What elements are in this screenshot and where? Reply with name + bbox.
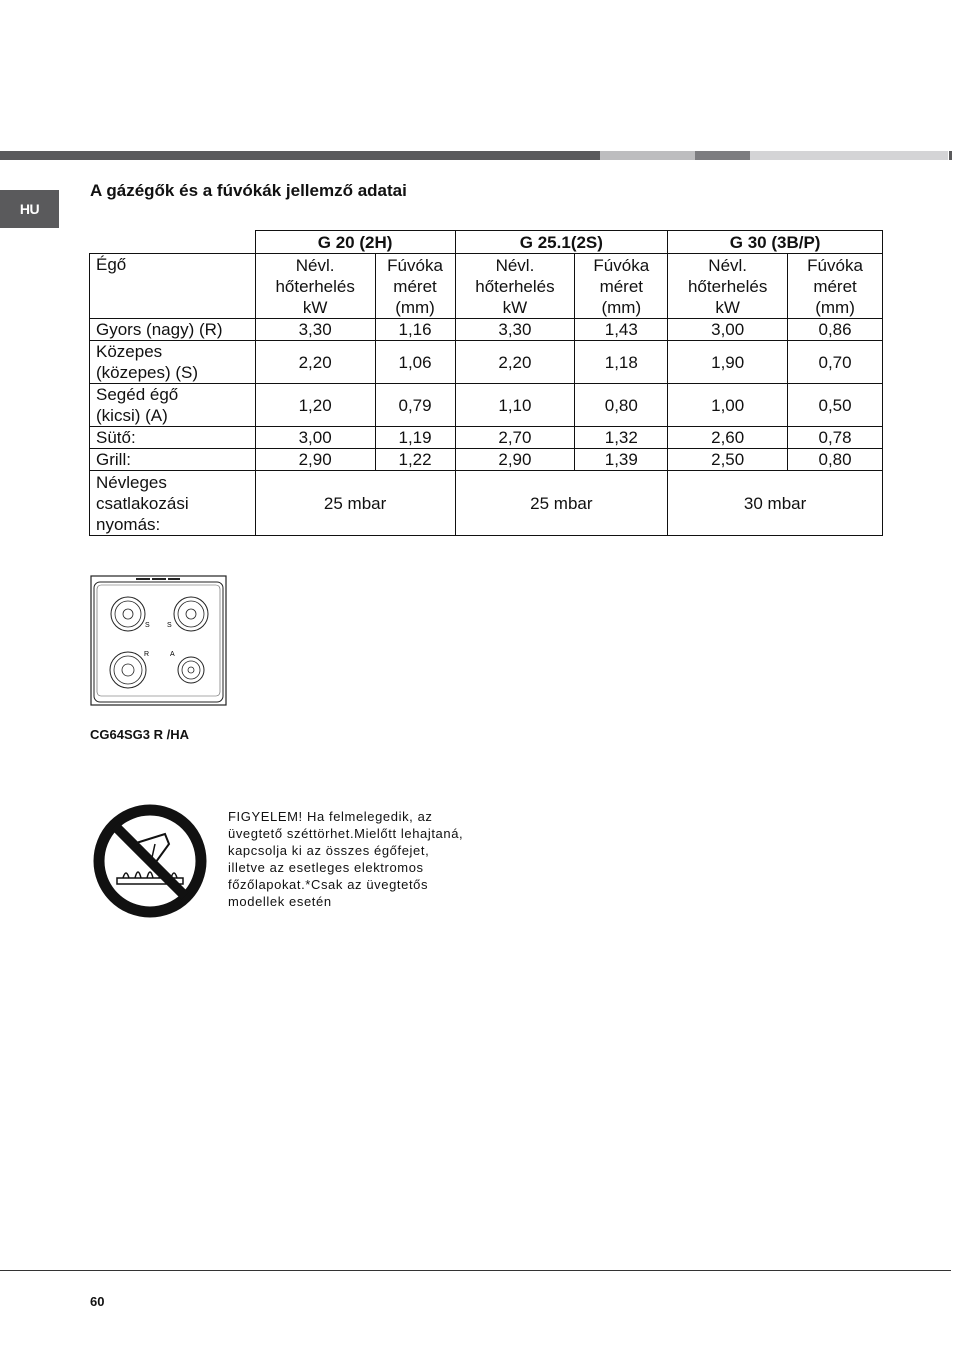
table-row xyxy=(90,319,883,341)
row-label: Grill: xyxy=(90,449,256,471)
row-label: Segéd égő (kicsi) (A) xyxy=(90,384,256,427)
table-row xyxy=(90,449,883,471)
cell: 0,78 xyxy=(788,427,883,449)
table-row xyxy=(90,427,883,449)
page-number: 60 xyxy=(90,1294,105,1309)
cell: 1,22 xyxy=(375,449,455,471)
table-row xyxy=(90,384,883,427)
row-label: Sütő: xyxy=(90,427,256,449)
cell: 0,50 xyxy=(788,384,883,427)
cell: 2,60 xyxy=(668,427,788,449)
table-row xyxy=(90,471,883,536)
gas-burner-table xyxy=(89,230,883,536)
cell: 0,80 xyxy=(575,384,668,427)
pressure-cell: 25 mbar xyxy=(255,471,455,536)
nozzle-header: Fúvóka méret (mm) xyxy=(375,254,455,319)
cell: 3,00 xyxy=(668,319,788,341)
burner-label: S xyxy=(145,622,150,629)
cell: 0,86 xyxy=(788,319,883,341)
cell: 2,90 xyxy=(455,449,575,471)
burner-label: A xyxy=(170,651,175,658)
cell: 1,19 xyxy=(375,427,455,449)
power-header: Névl. hőterhelés kW xyxy=(455,254,575,319)
row-label: Gyors (nagy) (R) xyxy=(90,319,256,341)
model-label: CG64SG3 R /HA xyxy=(90,727,189,742)
table-corner xyxy=(90,231,256,254)
language-tab: HU xyxy=(0,190,59,228)
warning-text: FIGYELEM! Ha felmelegedik, az üvegtető széttörhet.Mielőtt lehajtaná, kapcsolja ki az összes égőfejet, illetve az esetleges elektromos főzőlapokat.*Csak az üvegtetős modellek esetén xyxy=(228,809,464,909)
cell: 2,20 xyxy=(255,341,375,384)
cell: 3,30 xyxy=(255,319,375,341)
power-header: Névl. hőterhelés kW xyxy=(668,254,788,319)
cell: 0,79 xyxy=(375,384,455,427)
cell: 1,32 xyxy=(575,427,668,449)
cell: 3,00 xyxy=(255,427,375,449)
cell: 2,90 xyxy=(255,449,375,471)
cell: 2,70 xyxy=(455,427,575,449)
hob-diagram xyxy=(90,575,227,707)
table-group-header-row xyxy=(90,231,883,254)
group-header: G 25.1(2S) xyxy=(455,231,668,254)
cell: 0,70 xyxy=(788,341,883,384)
group-header: G 20 (2H) xyxy=(255,231,455,254)
cell: 1,16 xyxy=(375,319,455,341)
cell: 1,43 xyxy=(575,319,668,341)
cell: 1,39 xyxy=(575,449,668,471)
burner-label: S xyxy=(167,622,172,629)
cell: 1,18 xyxy=(575,341,668,384)
pressure-cell: 30 mbar xyxy=(668,471,883,536)
cell: 0,80 xyxy=(788,449,883,471)
power-header: Névl. hőterhelés kW xyxy=(255,254,375,319)
pressure-cell: 25 mbar xyxy=(455,471,668,536)
burner-label: R xyxy=(144,651,150,658)
row-label: Névleges csatlakozási nyomás: xyxy=(90,471,256,536)
group-header: G 30 (3B/P) xyxy=(668,231,883,254)
table-row xyxy=(90,341,883,384)
cell: 1,90 xyxy=(668,341,788,384)
cell: 2,50 xyxy=(668,449,788,471)
row-label: Közepes (közepes) (S) xyxy=(90,341,256,384)
burner-header: Égő xyxy=(90,254,256,319)
nozzle-header: Fúvóka méret (mm) xyxy=(575,254,668,319)
nozzle-header: Fúvóka méret (mm) xyxy=(788,254,883,319)
header-bar xyxy=(0,151,954,160)
table-subheader-row xyxy=(90,254,883,319)
section-title: A gázégők és a fúvókák jellemző adatai xyxy=(90,181,407,200)
cell: 1,00 xyxy=(668,384,788,427)
cell: 1,10 xyxy=(455,384,575,427)
footer-rule xyxy=(0,1270,951,1271)
cell: 1,06 xyxy=(375,341,455,384)
cell: 2,20 xyxy=(455,341,575,384)
cell: 1,20 xyxy=(255,384,375,427)
no-flame-under-lid-icon xyxy=(93,804,207,918)
cell: 3,30 xyxy=(455,319,575,341)
